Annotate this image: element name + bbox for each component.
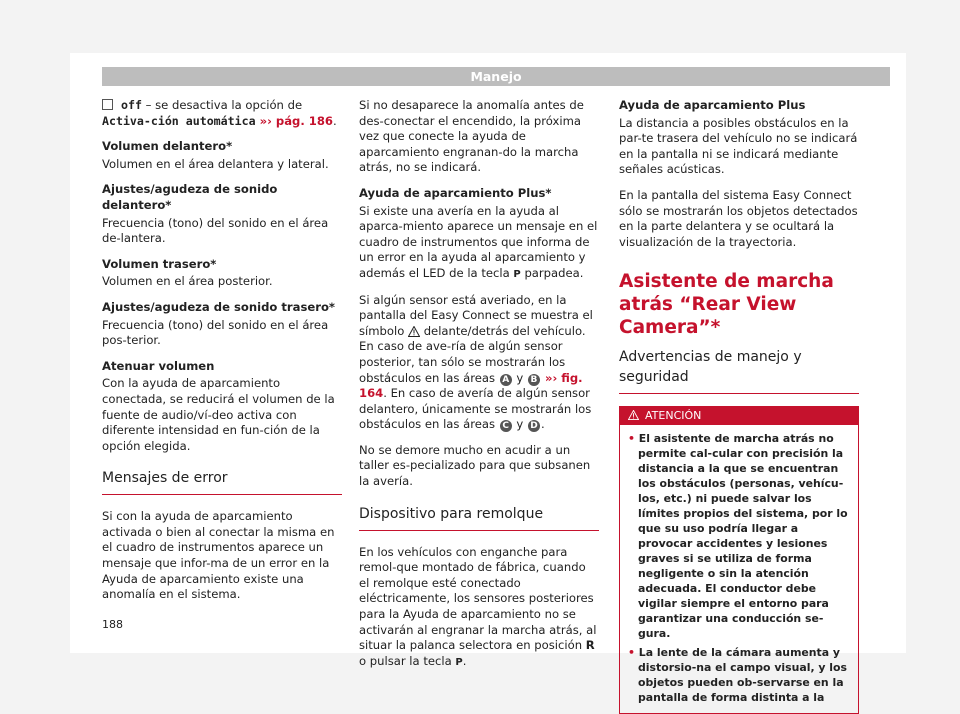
- warning-triangle-icon: [408, 326, 420, 337]
- parking-key-icon: P: [513, 268, 521, 280]
- attention-item: • El asistente de marcha atrás no permite cal-cular con precisión la distancia a la que se encuentran los obstáculos (personas, vehícu-los, etc.) ni puede salvar los límites propios del sistema, por lo que su uso podría llegar a provocar accidentes y lesiones graves si se utiliza de forma negligente o sin la atención adecuada. El conductor debe vigilar siempre el entorno para garantizar una conducción se-gura.: [628, 432, 848, 641]
- attention-item-text: El asistente de marcha atrás no permite cal-cular con precisión la distancia a la que se encuentran los obstáculos (personas, vehícu-los, etc.) ni puede salvar los límites propios del sistema, por lo que su uso podría llegar a provocar accidentes y lesiones graves si se utiliza de forma negligente o sin la atención adecuada. El conductor debe vigilar siempre el entorno para garantizar una conducción se-gura.: [638, 432, 848, 641]
- section-error-heading: Mensajes de error: [102, 468, 342, 495]
- area-badge-b: B: [528, 374, 540, 386]
- sensor-text: [359, 293, 599, 433]
- page-number: 188: [102, 618, 123, 631]
- sensor-f: .: [540, 417, 545, 432]
- easy-connect-text: En la pantalla del sistema Easy Connect sólo se mostrarán los objetos detectados en la parte delantera y se ocultará la visualización de la trayectoria.: [619, 187, 858, 249]
- sound-rear-title: Ajustes/agudeza de sonido trasero*: [102, 299, 335, 314]
- attention-label: ATENCIÓN: [645, 409, 702, 423]
- plus-text-b: parpadea.: [520, 265, 584, 280]
- attention-body: [620, 425, 858, 713]
- column-middle: [359, 98, 599, 680]
- area-badge-a: A: [500, 374, 512, 386]
- sensor-c: y: [512, 370, 527, 385]
- off-text: – se desactiva la opción de: [141, 98, 303, 112]
- column-left: [102, 98, 342, 613]
- vol-front-title: Volumen delantero*: [102, 139, 233, 154]
- attention-item-text: La lente de la cámara aumenta y distorsio-na el campo visual, y los objetos pueden ob-servarse en la pantalla de forma distinta a la: [638, 646, 847, 705]
- atten-title: Atenuar volumen: [102, 358, 215, 373]
- trailer-text: [359, 545, 599, 671]
- chapter-title: Asistente de marcha atrás “Rear View Camera”*: [619, 271, 834, 339]
- page-header: Manejo: [102, 67, 890, 86]
- plus-title-2: Ayuda de aparcamiento Plus: [619, 98, 806, 112]
- auto-activation-label: Activa-ción automática: [102, 113, 256, 128]
- off-end: .: [332, 113, 337, 128]
- off-option: [102, 98, 342, 129]
- attention-item: • La lente de la cámara aumenta y distorsio-na el campo visual, y los objetos pueden ob-servarse en la pantalla de forma distinta a la: [628, 646, 847, 705]
- page-ref-link[interactable]: pág. 186: [275, 113, 333, 128]
- attention-header: [620, 407, 858, 425]
- vol-rear-text: Volumen en el área posterior.: [102, 274, 273, 289]
- sound-rear-text: Frecuencia (tono) del sonido en el área pos-terior.: [102, 317, 329, 348]
- plus-distance-text: La distancia a posibles obstáculos en la par-te trasera del vehículo no se indicará en la pantalla ni se indicará mediante señales acústicas.: [619, 115, 858, 177]
- sensor-a: Si algún sensor está averiado, en la pantalla del Easy Connect se muestra el símbolo: [359, 292, 593, 338]
- warning-triangle-icon: [628, 410, 639, 420]
- area-badge-d: D: [528, 420, 540, 432]
- anomaly-text: Si no desaparece la anomalía antes de des-conectar el encendido, la próxima vez que conecte la ayuda de aparcamiento engranan-do la marcha atrás, no se indicará.: [359, 98, 584, 175]
- sensor-d: . En caso de avería de algún sensor delantero, únicamente se mostrarán los obstáculos en las áreas: [359, 386, 592, 432]
- column-right: [619, 98, 859, 714]
- trailer-b: o pulsar la tecla: [359, 653, 456, 668]
- plus-text: [359, 204, 599, 283]
- section-trailer-heading: Dispositivo para remolque: [359, 504, 599, 531]
- area-badge-c: C: [500, 420, 512, 432]
- sub-title: Advertencias de manejo y seguridad: [619, 347, 859, 394]
- trailer-c: .: [462, 653, 467, 668]
- atten-text: Con la ayuda de aparcamiento conectada, se reducirá el volumen de la fuente de audio/ví-deo activa con diferente intensidad en fun-ción de la opción elegida.: [102, 376, 335, 453]
- sensor-e: y: [512, 417, 527, 432]
- sound-front-text: Frecuencia (tono) del sonido en el área de-lantera.: [102, 215, 329, 246]
- checkbox-icon: [102, 99, 113, 110]
- workshop-text: No se demore mucho en acudir a un taller es-pecializado para que subsanen la avería.: [359, 442, 591, 489]
- ref-arrows: »›: [540, 370, 562, 385]
- off-label: off: [121, 98, 142, 112]
- sensor-b: delante/detrás del vehículo. En caso de ave-ría de algún sensor posterior, tan sólo se mostrarán los obstáculos en las áreas: [359, 323, 586, 385]
- sound-front-title: Ajustes/agudeza de sonido delantero*: [102, 182, 278, 212]
- vol-rear-title: Volumen trasero*: [102, 256, 217, 271]
- plus-text-a: Si existe una avería en la ayuda al aparca-miento aparece un mensaje en el cuadro de instrumentos que informa de un error en la ayuda al aparcamiento y además el LED de la tecla: [359, 203, 598, 280]
- error-text: Si con la ayuda de aparcamiento activada o bien al conectar la misma en el cuadro de instrumentos aparece un mensaje que infor-ma de un error en la Ayuda de aparcamiento existe una anomalía en el sistema.: [102, 509, 335, 602]
- manual-page: [70, 53, 906, 705]
- vol-front-text: Volumen en el área delantera y lateral.: [102, 156, 329, 171]
- fig-ref-link[interactable]: fig. 164: [359, 370, 583, 401]
- trailer-a: En los vehículos con enganche para remol-que montado de fábrica, cuando el remolque esté conectado eléctricamente, los sensores posteriores para la Ayuda de aparcamiento no se activarán al engranar la marcha atrás, al situar la palanca selectora en posición: [359, 544, 597, 653]
- attention-box: [619, 406, 859, 714]
- gear-r-label: R: [585, 638, 595, 653]
- ref-arrows: »›: [255, 113, 276, 128]
- plus-title: Ayuda de aparcamiento Plus*: [359, 185, 552, 200]
- parking-key-icon: P: [455, 656, 463, 668]
